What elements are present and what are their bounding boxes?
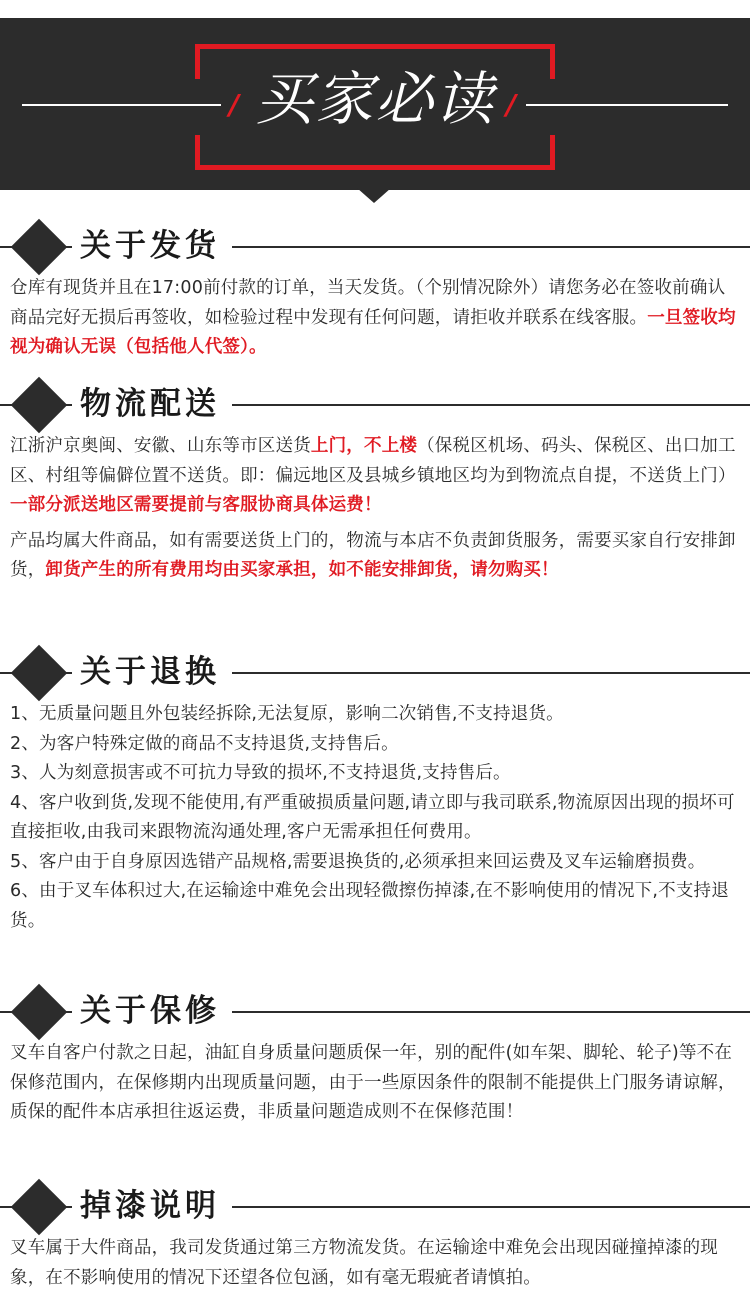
text-normal: 仓库有现货并且在17:00前付款的订单，当天发货。（个别情况除外）请您务必在签收前确认商品完好无损后再签收，如检验过程中发现有任何问题，请拒收并联系在线客服。 (10, 278, 726, 328)
diamond-icon (11, 645, 68, 702)
diamond-icon (11, 377, 68, 434)
section-shipping (0, 218, 750, 363)
text-normal: 江浙沪京奥闽、安徽、山东等市区送货 (10, 436, 311, 456)
list-item: 3、人为刻意损害或不可抗力导致的损坏,不支持退货,支持售后。 (10, 763, 511, 783)
list-item: 5、客户由于自身原因选错产品规格,需要退换货的,必须承担来回运费及叉车运输磨损费。 (10, 851, 706, 872)
paragraph: 叉车属于大件商品，我司发货通过第三方物流发货。在运输途中难免会出现因碰撞掉漆的现象，在不影响使用的情况下还望各位包涵，如有毫无瑕疵者请慎拍。 (10, 1238, 718, 1288)
diamond-icon (11, 219, 68, 276)
text-normal: （保税区机场、码头、保税区、出口加工区、村组等偏僻位置不送货。即：偏远地区及县城乡镇地区均为到物流点自提，不送货上门） (10, 436, 736, 486)
section-title: 关于退换 (80, 654, 220, 690)
section-paint (0, 1178, 750, 1293)
banner-line-right (526, 104, 728, 106)
banner-slash-right: / (506, 88, 517, 121)
section-returns (0, 644, 750, 936)
list-item: 1、无质量问题且外包装经拆除,无法复原，影响二次销售,不支持退货。 (10, 704, 564, 724)
text-emphasis: 一旦签收均视为确认无误（包括他人代签）。 (10, 307, 736, 357)
list-item: 2、为客户特殊定做的商品不支持退货,支持售后。 (10, 733, 399, 754)
text-emphasis: 上门，不上楼 (310, 436, 418, 456)
banner-title: 买家必读 (254, 65, 495, 133)
diamond-icon (11, 1179, 68, 1236)
section-body (0, 1234, 750, 1293)
section-header (0, 983, 750, 1039)
text-emphasis: 一部分派送地区需要提前与客服协商具体运费！ (10, 495, 382, 515)
section-header (0, 1178, 750, 1234)
section-body (0, 274, 750, 363)
section-header (0, 376, 750, 432)
list-item: 4、客户收到货,发现不能使用,有严重破损质量问题,请立即与我司联系,物流原因出现的损坏可直接拒收,由我司来跟物流沟通处理,客户无需承担任何费用。 (10, 792, 735, 842)
section-body (0, 432, 750, 586)
section-title: 关于保修 (80, 993, 220, 1029)
banner-slash-left: / (229, 88, 240, 121)
paragraph (10, 527, 740, 586)
section-header (0, 218, 750, 274)
section-warranty (0, 983, 750, 1128)
paragraph: 叉车自客户付款之日起，油缸自身质量问题质保一年，别的配件(如车架、脚轮、轮子)等不在保修范围内，在保修期内出现质量问题，由于一些原因条件的限制不能提供上门服务请谅解，质保的配件本店承担往返运费，非质量问题造成则不在保修范围！ (10, 1043, 736, 1122)
paragraph (10, 432, 740, 521)
text-emphasis: 卸货产生的所有费用均由买家承担，如不能安排卸货，请勿购买！ (45, 560, 559, 580)
section-body (0, 1039, 750, 1128)
section-header (0, 644, 750, 700)
banner-frame-bottom (195, 135, 555, 170)
list-item: 6、由于叉车体积过大,在运输途中难免会出现轻微擦伤掉漆,在不影响使用的情况下,不支持退货。 (10, 881, 729, 931)
paragraph (10, 274, 740, 363)
banner-line-left (22, 104, 221, 106)
text-normal: 产品均属大件商品，如有需要送货上门的，物流与本店不负责卸货服务，需要买家自行安排卸货， (10, 530, 736, 580)
returns-list (10, 700, 740, 936)
section-title: 物流配送 (80, 386, 220, 422)
section-logistics (0, 376, 750, 586)
section-body (0, 700, 750, 936)
section-title: 掉漆说明 (80, 1188, 220, 1224)
section-title: 关于发货 (80, 228, 220, 264)
diamond-icon (11, 984, 68, 1041)
banner-notch (357, 188, 391, 203)
